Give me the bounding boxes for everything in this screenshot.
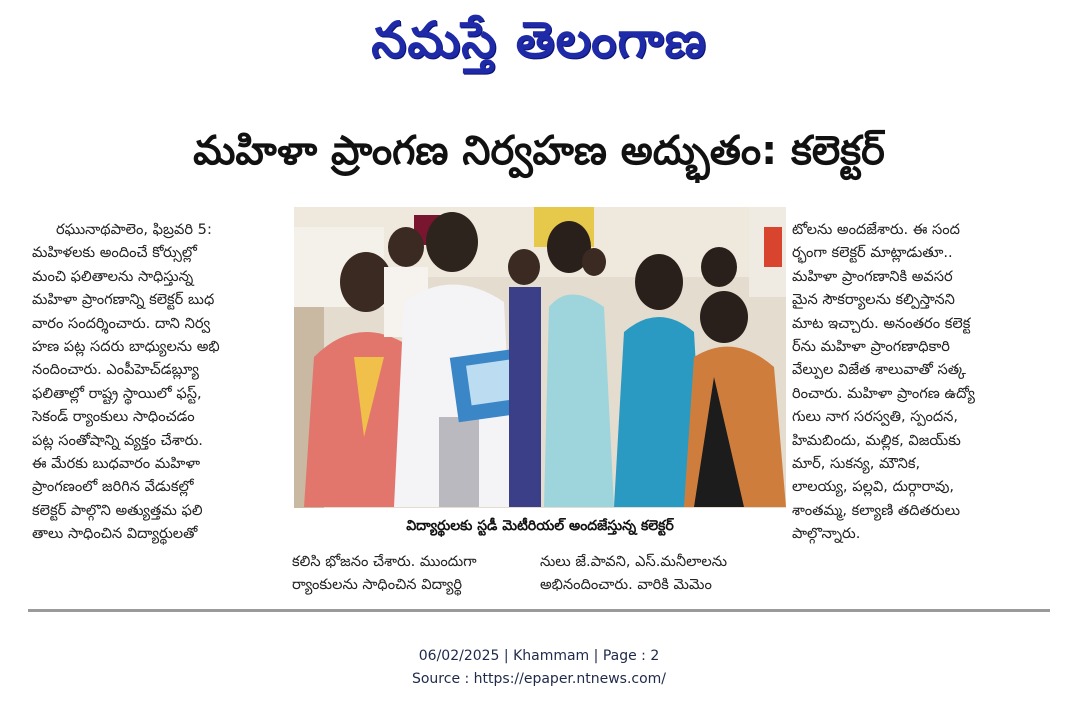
article-column-mid1: [292, 550, 532, 597]
article-line: మంచి ఫలితాలను సాధిస్తున్న: [32, 267, 194, 285]
article-line: ర్‌ను మహిళా ప్రాంగణాధికారి: [792, 338, 950, 356]
article-column-right: [792, 218, 1050, 546]
article-line: వేల్పుల విజేత శాలువాతో సత్క: [792, 361, 966, 379]
article-line: సెకండ్ ర్యాంకులు సాధించడం: [32, 408, 195, 426]
article-line: ఫలితాల్లో రాష్ట్ర స్థాయిలో ఫస్ట్,: [32, 384, 202, 402]
article-line: కలిసి భోజనం చేశారు. ముందుగా: [292, 553, 477, 570]
article-line: నందించారు. ఎంపీహెచ్‌డబ్ల్యూ: [32, 361, 199, 379]
article-line: పట్ల సంతోషాన్ని వ్యక్తం చేశారు.: [32, 431, 203, 449]
article-line: ప్రాంగణంలో జరిగిన వేడుకల్లో: [32, 478, 194, 496]
article-photo: [294, 207, 786, 508]
article-headline: మహిళా ప్రాంగణ నిర్వహణ అద్భుతం: కలెక్టర్: [193, 128, 885, 174]
article-line: ర్యాంకులను సాధించిన విద్యార్థి: [292, 576, 463, 594]
article-line: హిమబిందు, మల్లిక, విజయ్‌కు: [792, 431, 961, 449]
article-line: శాంతమ్మ, కల్యాణి తదితరులు: [792, 501, 960, 519]
article-line: హణ పట్ల సదరు బాధ్యులను అభి: [32, 338, 220, 356]
footer-source-link[interactable]: Source : https://epaper.ntnews.com/: [411, 671, 667, 687]
article-line: లాలయ్య, పల్లవి, దుర్గారావు,: [792, 478, 955, 496]
article-line: ర్భంగా కలెక్టర్ మాట్లాడుతూ..: [792, 244, 953, 262]
article-line: మహిళా ప్రాంగణాన్ని కలెక్టర్ బుధ: [32, 291, 215, 309]
article-line: తాలు సాధించిన విద్యార్థులతో: [32, 525, 198, 543]
article-column-mid2: [540, 550, 788, 597]
article-line: మైన సౌకర్యాలను కల్పిస్తానని: [792, 291, 955, 309]
article-bottom-rule: [28, 609, 1050, 612]
article-line: మార్, సుకన్య, మౌనిక,: [792, 455, 921, 473]
article-column-left: [32, 218, 282, 546]
photo-caption: విద్యార్థులకు స్టడీ మెటీరియల్ అందజేస్తున్న కలెక్టర్: [406, 518, 674, 534]
article-line: కలెక్టర్ పాల్గొని అత్యుత్తమ ఫలి: [32, 501, 203, 519]
masthead: [0, 6, 1078, 78]
article-line: గులు నాగ సరస్వతి, స్పందన,: [792, 408, 959, 426]
article-line: వారం సందర్శించారు. దాని నిర్వ: [32, 314, 211, 332]
article-line: టోలను అందజేశారు. ఈ సంద: [792, 221, 960, 238]
photo-illustration: [294, 207, 786, 508]
article-line: మహిళలకు అందించే కోర్సుల్లో: [32, 244, 197, 262]
article-line: నులు జే.పావని, ఎస్.మనీలాలను: [540, 553, 727, 570]
article-line: మాట ఇచ్చారు. అనంతరం కలెక్ట: [792, 314, 971, 332]
article-line: రించారు. మహిళా ప్రాంగణ ఉద్యో: [792, 384, 975, 402]
article-line: మహిళా ప్రాంగణానికి అవసర: [792, 267, 953, 285]
article-line: ఈ మేరకు బుధవారం మహిళా: [32, 455, 201, 473]
article-line: అభినందించారు. వారికి మెమెం: [540, 576, 712, 594]
footer-meta: 06/02/2025 | Khammam | Page : 2: [418, 648, 660, 664]
article-line: పాల్గొన్నారు.: [792, 525, 861, 543]
article-line: రఘునాథపాలెం, ఫిబ్రవరి 5:: [56, 221, 212, 238]
newspaper-logo: నమస్తే తెలంగాణ: [371, 10, 707, 69]
